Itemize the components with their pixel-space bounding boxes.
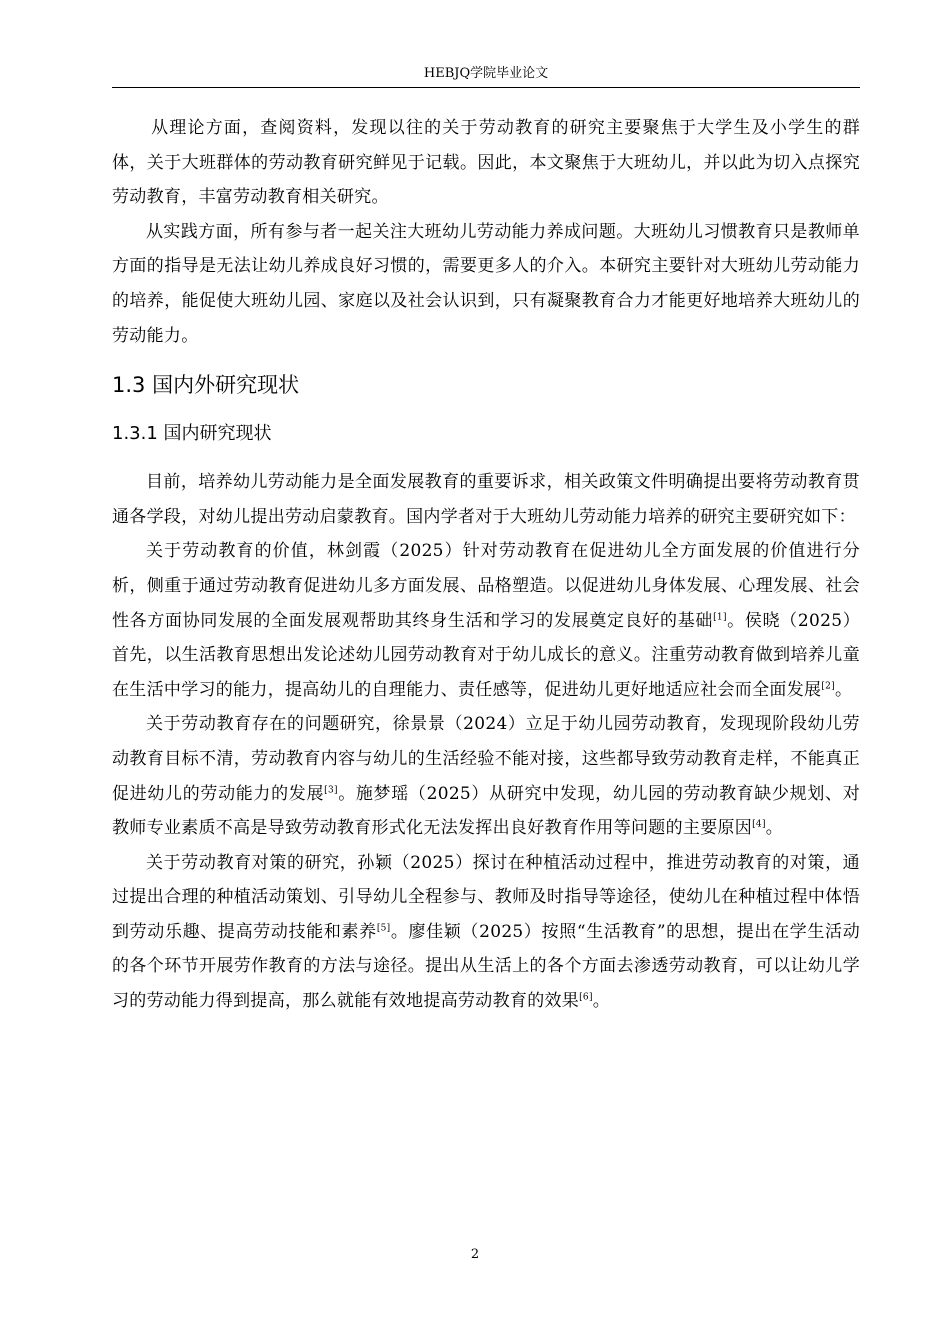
- paragraph-problem-text-c: 。: [765, 818, 784, 839]
- running-header: HEBJQ学院毕业论文: [423, 66, 549, 81]
- paragraph-problem-text-a: 关于劳动教育存在的问题研究，徐景景（2024）立足于幼儿园劳动教育，发现现阶段幼儿劳动教育目标不清，劳动教育内容与幼儿的生活经验不能对接，这些都导致劳动教育走样，不能真正促进幼儿的劳动能力的发展: [112, 714, 860, 804]
- page-body: [112, 111, 860, 1019]
- paragraph-value-text-b: 。侯晓（2025）首先，以生活教育思想出发论述幼儿园劳动教育对于幼儿成长的意义。注重劳动教育做到培养儿童在生活中学习的能力，提高幼儿的自理能力、责任感等，促进幼儿更好地适应社会而全面发展: [112, 610, 861, 700]
- citation-4: [4]: [752, 819, 766, 830]
- citation-2: [2]: [821, 681, 835, 692]
- citation-1: [1]: [713, 611, 727, 622]
- paragraph-practice: 从实践方面，所有参与者一起关注大班幼儿劳动能力养成问题。大班幼儿习惯教育只是教师单方面的指导是无法让幼儿养成良好习惯的，需要更多人的介入。本研究主要针对大班幼儿劳动能力的培养，能促使大班幼儿园、家庭以及社会认识到，只有凝聚教育合力才能更好地培养大班幼儿的劳动能力。: [112, 221, 860, 346]
- paragraph-problem: [112, 707, 860, 845]
- paragraph-problem-text-b: 。施梦瑶（2025）从研究中发现，幼儿园的劳动教育缺少规划、对教师专业素质不高是导致劳动教育形式化无法发挥出良好教育作用等问题的主要原因: [112, 783, 860, 839]
- citation-6: [6]: [579, 992, 593, 1003]
- header-rule: [112, 87, 860, 88]
- subsection-heading: 1.3.1 国内研究现状: [112, 423, 272, 445]
- paragraph-value-text-a: 关于劳动教育的价值，林剑霞（2025）针对劳动教育在促进幼儿全方面发展的价值进行分析，侧重于通过劳动教育促进幼儿多方面发展、品格塑造。以促进幼儿身体发展、心理发展、社会性各方面协同发展的全面发展观帮助其终身生活和学习的发展奠定良好的基础: [112, 541, 860, 631]
- citation-3: [3]: [324, 784, 338, 795]
- citation-5: [5]: [376, 923, 391, 934]
- paragraph-value-text-c: 。: [834, 679, 853, 700]
- paragraph-strategy-text-c: 。: [592, 991, 611, 1012]
- paragraph-intro: 目前，培养幼儿劳动能力是全面发展教育的重要诉求，相关政策文件明确提出要将劳动教育贯通各学段，对幼儿提出劳动启蒙教育。国内学者对于大班幼儿劳动能力培养的研究主要研究如下：: [112, 472, 860, 527]
- page-number: 2: [470, 1247, 480, 1262]
- paragraph-strategy: [112, 846, 860, 1019]
- paragraph-theory: 从理论方面，查阅资料，发现以往的关于劳动教育的研究主要聚焦于大学生及小学生的群体，关于大班群体的劳动教育研究鲜见于记载。因此，本文聚焦于大班幼儿，并以此为切入点探究劳动教育，丰富劳动教育相关研究。: [112, 118, 860, 208]
- paragraph-value: [112, 534, 860, 707]
- paragraph-strategy-text-b: 。廖佳颖（2025）按照“生活教育”的思想，提出在学生活动的各个环节开展劳作教育的方法与途径。提出从生活上的各个方面去渗透劳动教育，可以让幼儿学习的劳动能力得到提高，那么就能有效地提高劳动教育的效果: [112, 921, 860, 1012]
- paragraph-strategy-text-a: 关于劳动教育对策的研究，孙颖（2025）探讨在种植活动过程中，推进劳动教育的对策，通过提出合理的种植活动策划、引导幼儿全程参与、教师及时指导等途径，使幼儿在种植过程中体悟到劳动乐趣、提高劳动技能和素养: [112, 852, 860, 942]
- section-heading: 1.3 国内外研究现状: [112, 373, 300, 398]
